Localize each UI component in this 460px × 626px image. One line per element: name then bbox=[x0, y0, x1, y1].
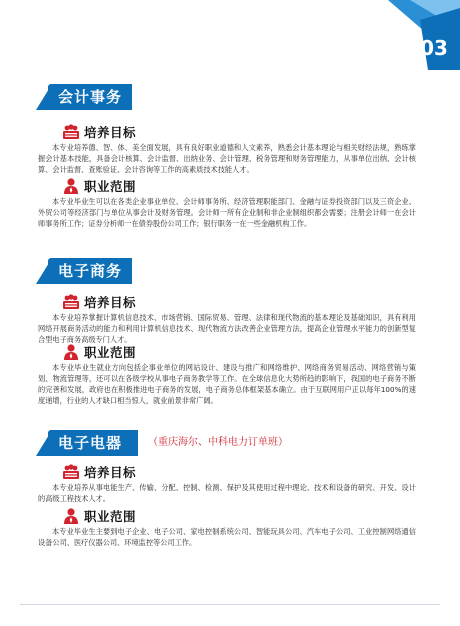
bottom-divider bbox=[20, 604, 440, 605]
goal-heading bbox=[62, 122, 136, 142]
section-title: 电子商务 bbox=[58, 262, 123, 280]
team-icon bbox=[62, 293, 80, 311]
goal-heading bbox=[62, 292, 136, 312]
goal-text: 本专业培养掌握计算机信息技术、市场营销、国际贸易、管理、法律和现代物流的基本理论及基础知识，具有利用网络开展商务活动的能力和利用计算机信息技术、现代物流方法改善企业管理方法，提高企业管理水平能力的创新型复合型电子商务高级专门人才。 bbox=[38, 313, 416, 344]
section-title: 会计事务 bbox=[58, 88, 123, 106]
scope-text: 本专业毕业生主要到电子企业、电子公司、家电控制系统公司、智能玩具公司、汽车电子公司、工业控制网络通信设备公司、医疗仪器公司、环境监控等公司工作。 bbox=[38, 527, 416, 547]
page-number: 03 bbox=[420, 36, 448, 60]
scope-label: 职业范围 bbox=[84, 345, 137, 360]
scope-heading bbox=[62, 176, 136, 196]
scope-label: 职业范围 bbox=[84, 179, 137, 194]
scope-text: 本专业毕业生可以在各类企业事业单位、会计师事务所、经济管理职能部门、金融与证券投资部门以及三资企业、外贸公司等经济部门与单位从事会计及财务管理。会计师一所有企业制和非企业制组织都会需要；注册会计师一在会计师事务所工作；证券分析师一在债券股份公司工作；银行职务一在一些金融机构工作。 bbox=[38, 197, 416, 228]
header-arrow-decoration bbox=[30, 430, 52, 456]
header-arrow-decoration bbox=[30, 258, 52, 284]
goal-text: 本专业培养德、智、体、美全面发展，具有良好职业道德和人文素养，熟悉会计基本理论与相关财经法规，熟练掌握会计基本技能，具备会计核算、会计监督、出纳业务、会计管理、税务管理和财务管理能力，从事单位出纳、会计核算、会计监督、查账验证、会计咨询等工作的高素质技术技能人才。 bbox=[38, 143, 416, 174]
person-icon bbox=[62, 177, 80, 195]
team-icon bbox=[62, 123, 80, 141]
scope-heading bbox=[62, 506, 136, 526]
goal-label: 培养目标 bbox=[84, 125, 137, 140]
scope-text: 本专业毕业生就业方向包括企事业单位的网站设计、建设与推广和网络维护、网络商务贸易活动、网络营销与策划、物流管理等，还可以在各级学校从事电子商务教学等工作。在全球信息化大势所趋的影响下，我国的电子商务不断的完善和发展，政府也在积极推进电子商务的发展，电子商务总体框架基本确立。由于互联网用户正以每年100%的速度递增，行业的人才缺口相当惊人，就业前景非常广阔。 bbox=[38, 363, 416, 405]
header-arrow-decoration bbox=[30, 84, 52, 110]
person-icon bbox=[62, 507, 80, 525]
team-icon bbox=[62, 463, 80, 481]
section-note: （重庆海尔、中科电力订单班） bbox=[148, 437, 288, 448]
goal-heading bbox=[62, 462, 136, 482]
goal-text: 本专业培养从事电能生产、传输、分配、控制、检测、保护及其使用过程中理论、技术和设备的研究、开发、设计的高级工程技术人才。 bbox=[38, 483, 416, 503]
goal-label: 培养目标 bbox=[84, 465, 137, 480]
goal-label: 培养目标 bbox=[84, 295, 137, 310]
section-title: 电子电器 bbox=[58, 434, 123, 452]
scope-heading bbox=[62, 342, 136, 362]
person-icon bbox=[62, 343, 80, 361]
scope-label: 职业范围 bbox=[84, 509, 137, 524]
